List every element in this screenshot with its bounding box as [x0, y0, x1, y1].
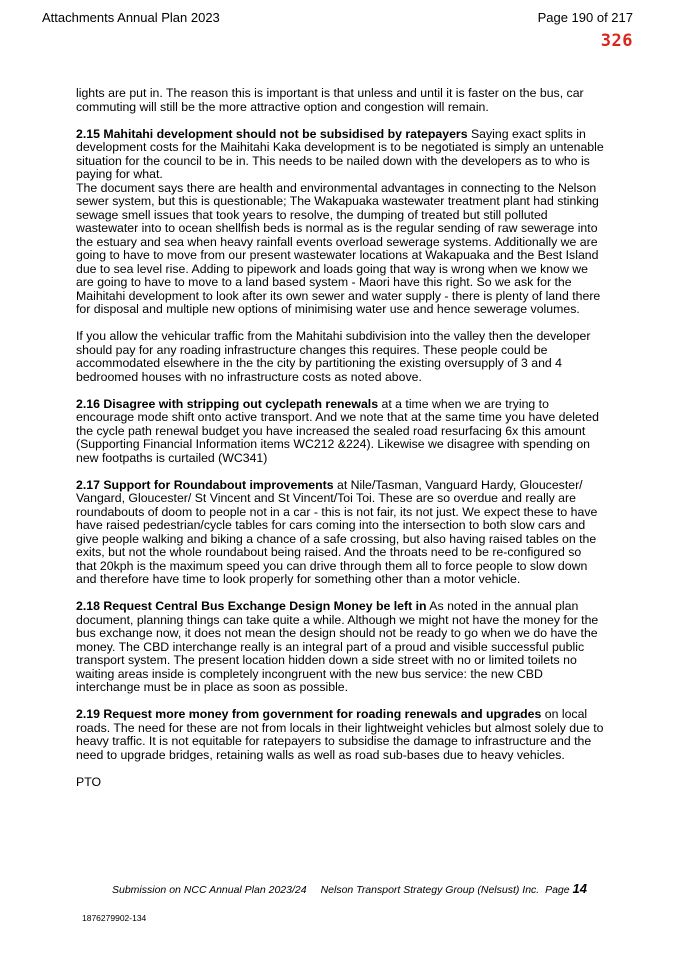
section-2-15-traffic: If you allow the vehicular traffic from the Mahitahi subdivision into the valley then the developer should pay for any roading infrastructure changes this requires. These people could be accommodated elsewhere in the the city by partitioning the existing oversupply of 3 and 4 bedroomed houses with no infrastructure costs as noted above.	[76, 329, 591, 384]
page-stamp-number: 326	[600, 31, 633, 51]
section-2-17	[76, 479, 604, 587]
pto-note: PTO	[76, 774, 102, 789]
footer-page-label: Page	[545, 884, 570, 896]
section-text: As noted in the annual plan document, planning things can take quite a while. Although we might not have the money for the bus exchange now, it does not mean the design should not be ready to go when we do have the money. The CBD interchange really is an integral part of a proud and visible successful public transport system. The present location hidden down a side street with no or limited toilets no waiting areas inside is completely incongruent with the new bus service: the new CBD interchange must be in place as soon as possible.	[76, 599, 599, 694]
section-2-16	[76, 398, 604, 466]
section-2-15	[76, 128, 604, 317]
section-heading: 2.19 Request more money from government for roading renewals and upgrades	[76, 707, 542, 721]
header-page-count: Page 190 of 217	[537, 10, 633, 25]
header-doc-title: Attachments Annual Plan 2023	[42, 10, 220, 25]
document-id: 1876279902-134	[82, 913, 147, 923]
section-text: Saying exact splits in development costs for the Maihitahi Kaka development is to be negotiated is simply an untenable situation for the council to be in. This needs to be nailed down with the developers as to who is paying for what.	[76, 126, 604, 181]
section-heading: 2.16 Disagree with stripping out cyclepath renewals	[76, 396, 379, 411]
section-2-19	[76, 708, 604, 762]
section-text: The document says there are health and environmental advantages in connecting to the Nelson sewer system, but this is questionable; The Wakapuaka wastewater treatment plant had stinking sewage smell issues that took years to resolve, the dumping of treated but still polluted wastewater into to ocean shellfish beds is normal as is the regular sending of raw sewerage into the estuary and sea when heavy rainfall events overload sewerage systems. Additionally we are going to have to move from our present wastewater locations at Wakapuaka and the Best Island due to sea level rise. Adding to pipework and loads going that way is wrong when we know we are going to have to move to a land based system - Maori have this right. So we ask for the Maihitahi development to look after its own sewer and water supply - there is plenty of land there for disposal and multiple new options of minimising water use and hence sewerage volumes.	[76, 180, 601, 316]
document-body	[76, 87, 604, 803]
section-text: at a time when we are trying to encourage mode shift onto active transport. And we note that at the same time you have deleted the cycle path renewal budget you have increased the sealed road resurfacing 6x this amount (Supporting Financial Information items WC212 &224). Likewise we disagree with spending on new footpaths is curtailed (WC341)	[76, 396, 599, 465]
section-text: on local roads. The need for these are not from locals in their lightweight vehicles but almost solely due to heavy traffic. It is not equitable for ratepayers to subsidise the damage to infrastructure and the need to upgrade bridges, retaining walls as well as road sub-bases due to heavy vehicles.	[76, 707, 604, 762]
footer-page-number: 14	[572, 881, 587, 896]
footer-org: Nelson Transport Strategy Group (Nelsust) Inc.	[320, 884, 540, 896]
footer-submission: Submission on NCC Annual Plan 2023/24	[112, 884, 307, 896]
page-footer	[112, 881, 587, 896]
section-heading: 2.18 Request Central Bus Exchange Design Money be left in	[76, 599, 427, 613]
section-text: at Nile/Tasman, Vanguard Hardy, Gloucester/ Vangard, Gloucester/ St Vincent and St Vincent/Toi Toi. These are so overdue and really are roundabouts of doom to people not in a car - this is not fair, its not just. We expect these to have have raised pedestrian/cycle tables for cars coming into the intersection to both slow cars and give people walking and biking a chance of a safe crossing, but also having raised tables on the exits, but not the whole roundabout being raised. And the throats need to be re-configured so that 20kph is the maximum speed you can drive through them all to force people to slow down and therefore have time to look properly for something other than a motor vehicle.	[76, 477, 598, 586]
section-heading: 2.15 Mahitahi development should not be subsidised by ratepayers	[76, 126, 468, 141]
section-2-18	[76, 600, 604, 695]
section-heading: 2.17 Support for Roundabout improvements	[76, 477, 334, 492]
intro-paragraph: lights are put in. The reason this is important is that unless and until it is faster on the bus, car commuting will still be the more attractive option and congestion will remain.	[76, 86, 584, 114]
